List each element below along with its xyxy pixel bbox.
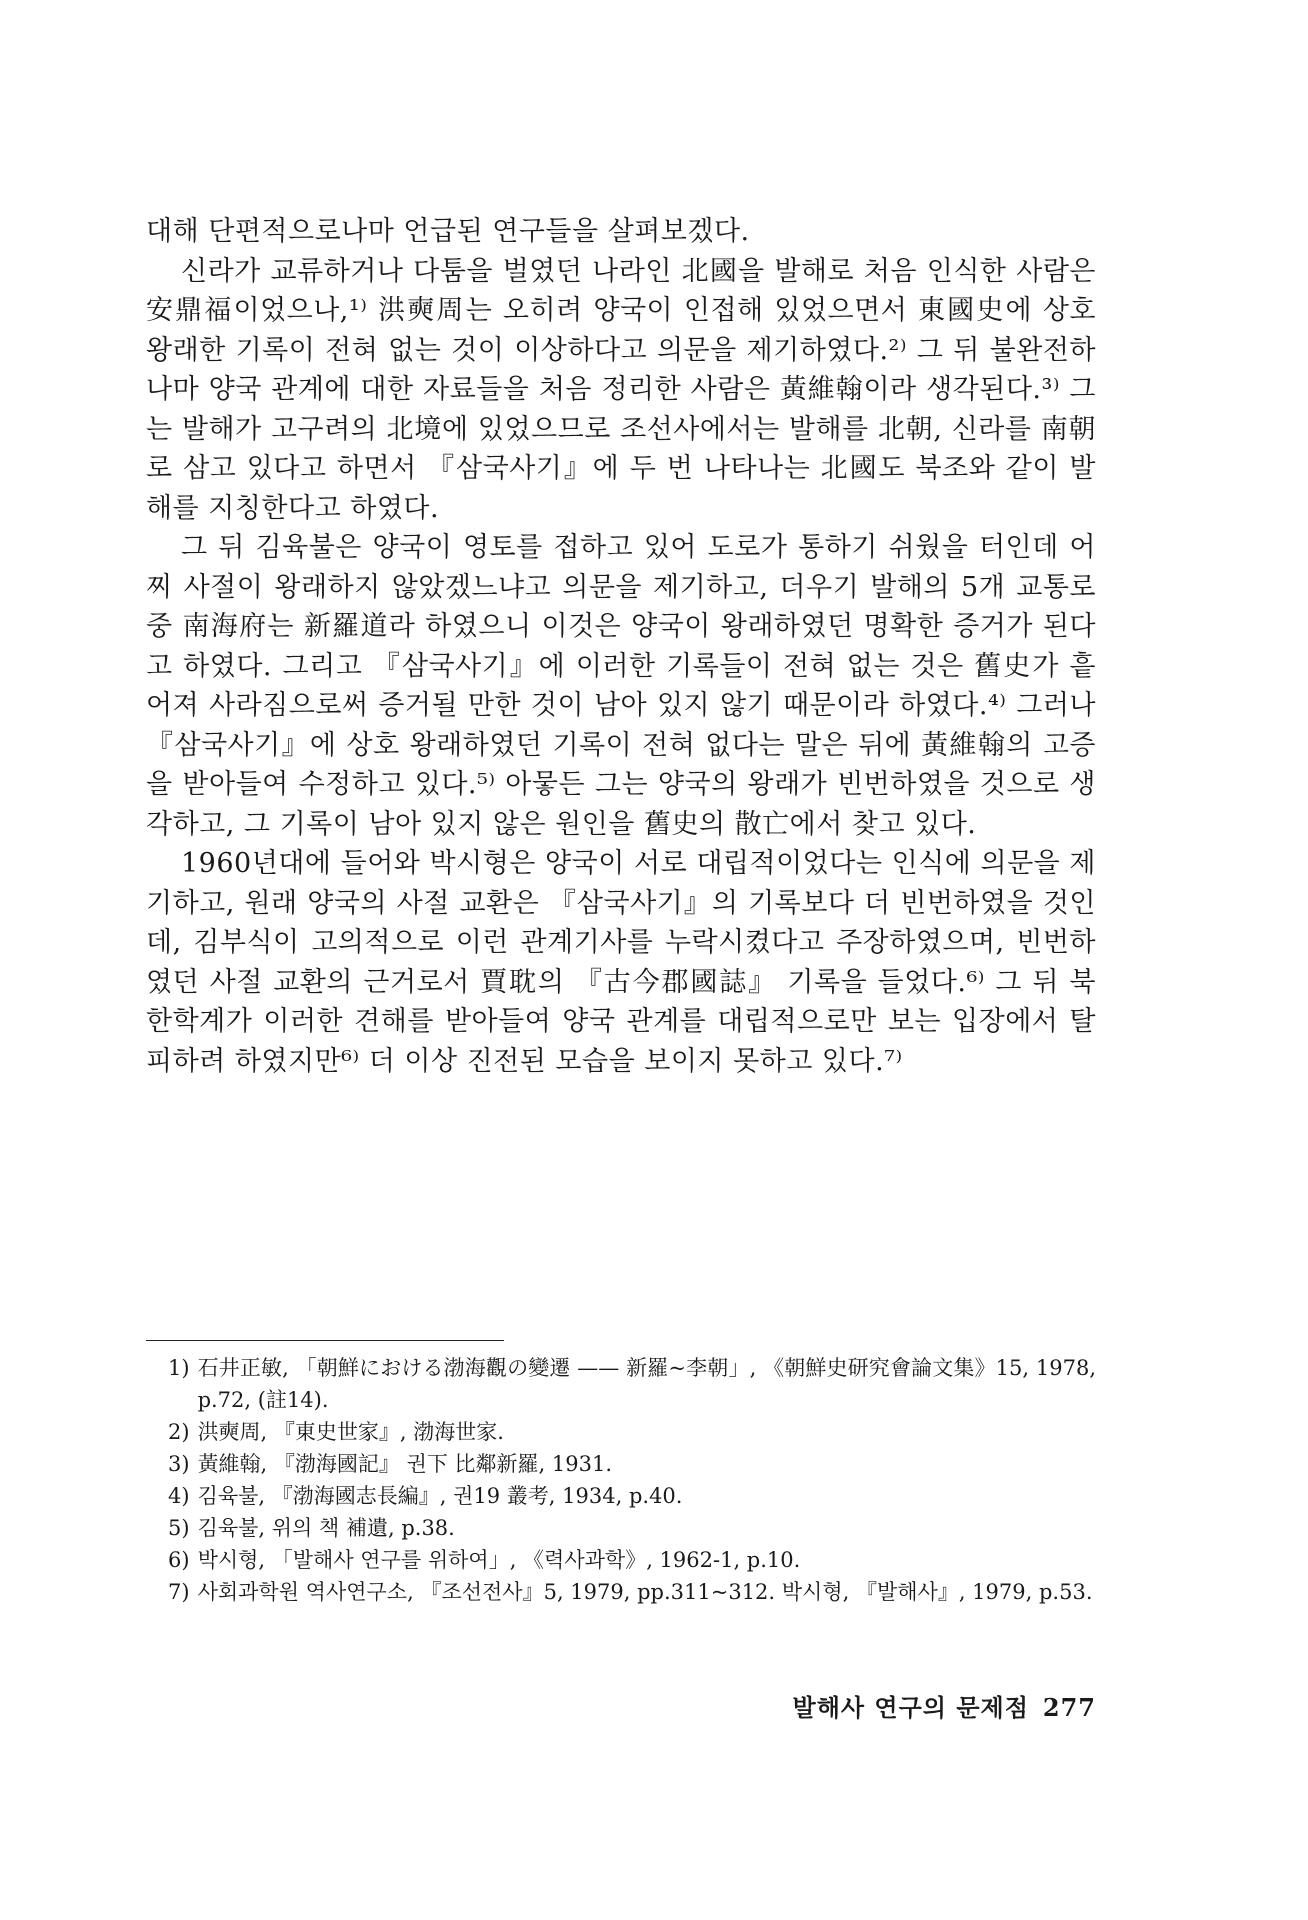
footnote-text: 石井正敏, 「朝鮮における渤海觀の變遷 —— 新羅~李朝」, 《朝鮮史研究會論文集》15, 1978, p.72, (註14). <box>197 1356 1096 1412</box>
footnote-text: 洪奭周, 『東史世家』, 渤海世家. <box>197 1420 504 1444</box>
page-number: 277 <box>1042 1693 1096 1722</box>
footnote-text: 黃維翰, 『渤海國記』 권下 比鄰新羅, 1931. <box>197 1452 613 1476</box>
footnote-number: 6) <box>168 1548 190 1572</box>
footnote-text: 사회과학원 역사연구소, 『조선전사』5, 1979, pp.311~312. 박시형, 『발해사』, 1979, p.53. <box>197 1580 1093 1604</box>
footnote-text: 박시형, 「발해사 연구를 위하여」, 《력사과학》, 1962-1, p.10. <box>197 1548 801 1572</box>
footnote <box>168 1448 1096 1480</box>
footnote-number: 4) <box>168 1484 190 1508</box>
paragraph: 그 뒤 김육불은 양국이 영토를 접하고 있어 도로가 통하기 쉬웠을 터인데 어찌 사절이 왕래하지 않았겠느냐고 의문을 제기하고, 더우기 발해의 5개 교통로 중 南海府는 新羅道라 하였으니 이것은 양국이 왕래하였던 명확한 증거가 된다고 하였다. 그리고 『삼국사기』에 이러한 기록들이 전혀 없는 것은 舊史가 흩어져 사라짐으로써 증거될 만한 것이 남아 있지 않기 때문이라 하였다.⁴⁾ 그러나 『삼국사기』에 상호 왕래하였던 기록이 전혀 없다는 말은 뒤에 黃維翰의 고증을 받아들여 수정하고 있다.⁵⁾ 아뭏든 그는 양국의 왕래가 빈번하였을 것으로 생각하고, 그 기록이 남아 있지 않은 원인을 舊史의 散亡에서 찾고 있다. <box>146 532 1096 840</box>
running-footer <box>744 1688 1096 1723</box>
running-title: 발해사 연구의 문제점 <box>792 1693 1029 1722</box>
footnote-text: 김육불, 위의 책 補遺, p.38. <box>197 1516 455 1540</box>
paragraph: 신라가 교류하거나 다툼을 벌였던 나라인 北國을 발해로 처음 인식한 사람은 安鼎福이었으나,¹⁾ 洪奭周는 오히려 양국이 인접해 있었으면서 東國史에 상호 왕래한 기록이 전혀 없는 것이 이상하다고 의문을 제기하였다.²⁾ 그 뒤 불완전하나마 양국 관계에 대한 자료들을 처음 정리한 사람은 黃維翰이라 생각된다.³⁾ 그는 발해가 고구려의 北境에 있었으므로 조선사에서는 발해를 北朝, 신라를 南朝로 삼고 있다고 하면서 『삼국사기』에 두 번 나타나는 北國도 북조와 같이 발해를 지칭한다고 하였다. <box>146 255 1096 524</box>
footnote-number: 2) <box>168 1420 190 1444</box>
footnote <box>168 1576 1096 1608</box>
footnote <box>168 1480 1096 1512</box>
body-text <box>146 212 1096 1081</box>
footnote-text: 김육불, 『渤海國志長編』, 권19 叢考, 1934, p.40. <box>197 1484 683 1508</box>
footnote-number: 3) <box>168 1452 190 1476</box>
footnote <box>168 1544 1096 1576</box>
paragraph: 1960년대에 들어와 박시형은 양국이 서로 대립적이었다는 인식에 의문을 제기하고, 원래 양국의 사절 교환은 『삼국사기』의 기록보다 더 빈번하였을 것인데, 김부식이 고의적으로 이런 관계기사를 누락시켰다고 주장하였으며, 빈번하였던 사절 교환의 근거로서 賈耽의 『古今郡國誌』 기록을 들었다.⁶⁾ 그 뒤 북한학계가 이러한 견해를 받아들여 양국 관계를 대립적으로만 보는 입장에서 탈피하려 하였지만⁶⁾ 더 이상 진전된 모습을 보이지 못하고 있다.⁷⁾ <box>146 848 1096 1077</box>
footnote-number: 1) <box>168 1356 190 1380</box>
footnote-separator <box>146 1340 504 1341</box>
footnote <box>168 1416 1096 1448</box>
footnotes <box>168 1352 1096 1608</box>
paragraph-continuation: 대해 단편적으로나마 언급된 연구들을 살펴보겠다. <box>146 216 750 247</box>
footnote <box>168 1512 1096 1544</box>
footnote <box>168 1352 1096 1416</box>
footnote-number: 5) <box>168 1516 190 1540</box>
footnote-number: 7) <box>168 1580 190 1604</box>
